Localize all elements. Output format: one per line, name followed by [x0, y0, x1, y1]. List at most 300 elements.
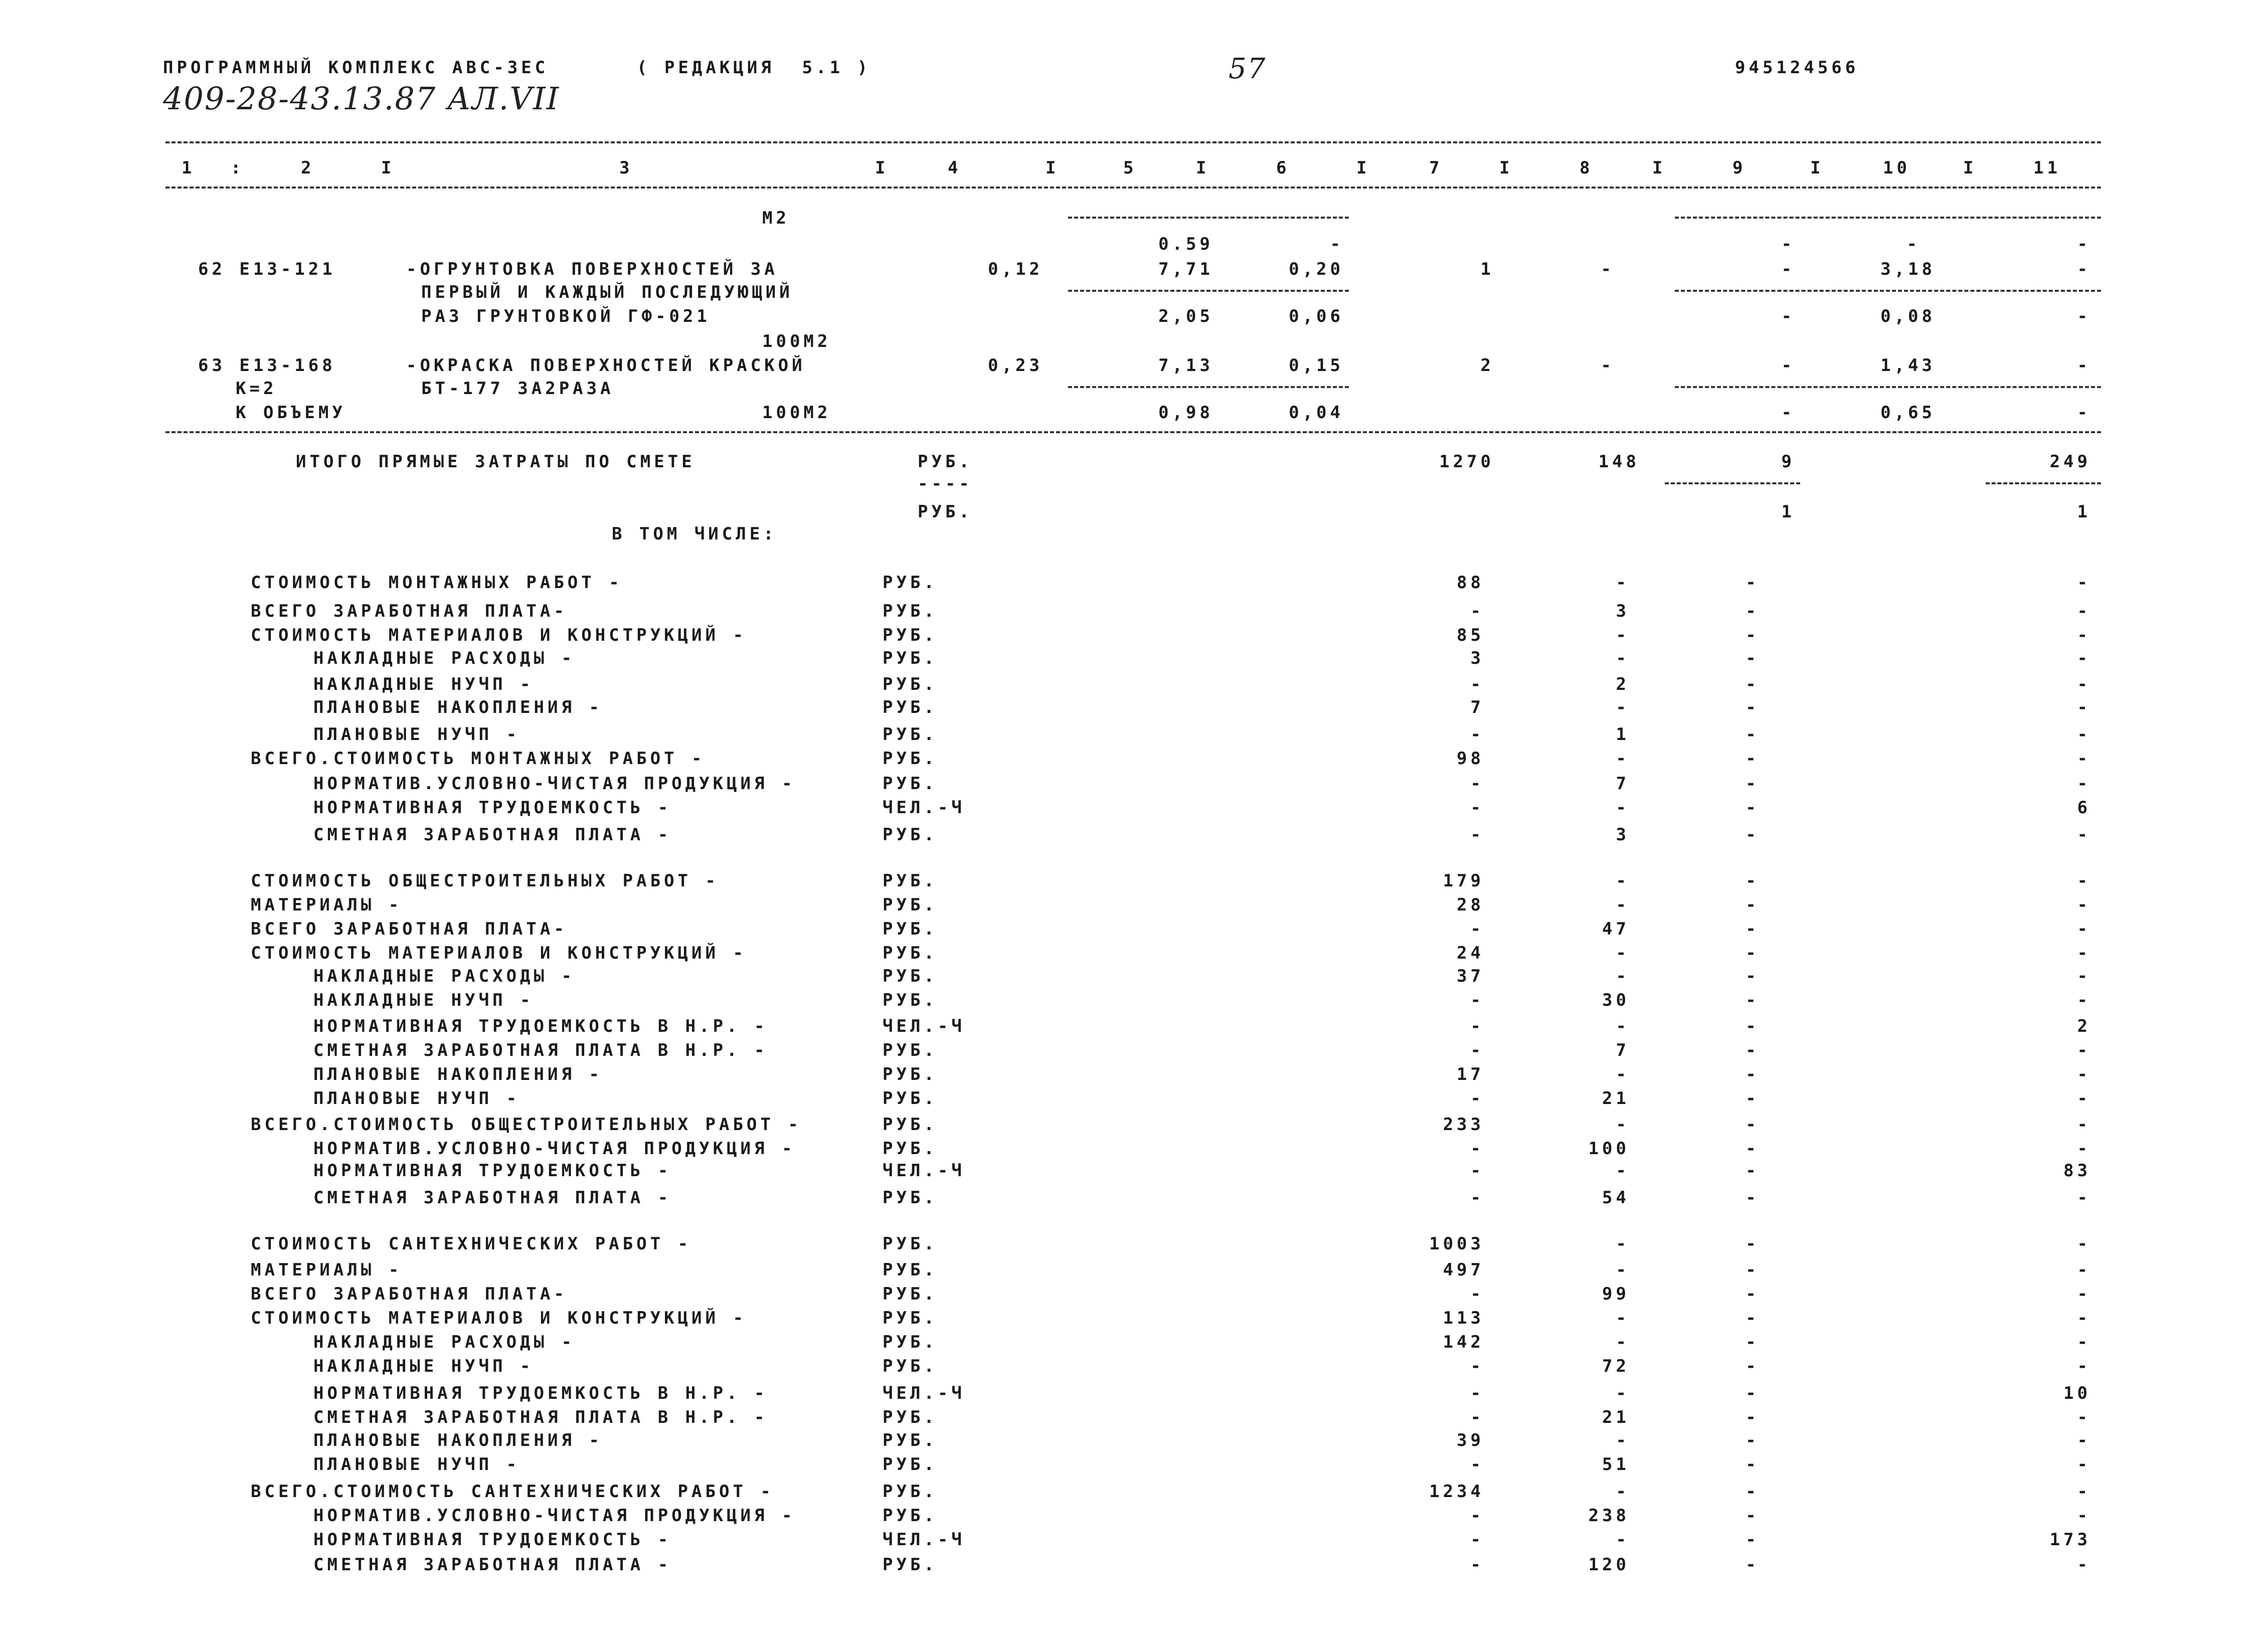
row-c9: - — [1746, 724, 1760, 745]
item-63-c6: 0,15 — [1289, 355, 1344, 376]
totals-label: ИТОГО ПРЯМЫЕ ЗАТРАТЫ ПО СМЕТЕ — [296, 452, 695, 472]
row-c8: 7 — [1616, 1040, 1630, 1060]
row-c11: 2 — [2077, 1016, 2091, 1036]
row-c7: 98 — [1457, 749, 1484, 769]
row-c9: - — [1746, 648, 1760, 668]
row-c8: - — [1616, 1064, 1630, 1084]
row-c11: - — [2077, 1482, 2091, 1502]
col-sep: I — [1499, 158, 1513, 178]
row-c9: - — [1746, 1284, 1760, 1304]
row-c8: 99 — [1602, 1284, 1630, 1304]
row-c7: - — [1470, 798, 1484, 818]
row-c11: - — [2077, 1430, 2091, 1450]
row-c9: - — [1746, 871, 1760, 891]
row-c11: - — [2077, 871, 2091, 891]
row-c7: 85 — [1457, 625, 1484, 645]
row-c11: - — [2077, 697, 2091, 717]
item-63-c7: 2 — [1480, 355, 1494, 376]
totals-c9: 9 — [1781, 452, 1795, 472]
col-sep: I — [1963, 158, 1977, 178]
row-c9: - — [1746, 1506, 1760, 1526]
item-62-c10-pre: - — [1906, 234, 1921, 254]
row-c9: - — [1746, 966, 1760, 986]
edition-label: ( РЕДАКЦИЯ 5.1 ) — [637, 58, 871, 78]
row-label: ПЛАНОВЫЕ НУЧП - — [313, 1454, 520, 1475]
item-62-c4: 0,12 — [988, 259, 1043, 279]
row-c7: 142 — [1443, 1332, 1484, 1352]
row-c7: - — [1470, 1040, 1484, 1060]
totals-unit: РУБ. — [918, 452, 973, 472]
item-63-desc: -ОКРАСКА ПОВЕРХНОСТЕЙ КРАСКОЙ — [406, 355, 806, 376]
row-c11: - — [2077, 1260, 2091, 1280]
program-title: ПРОГРАММНЫЙ КОМПЛЕКС АВС-ЗЕС — [163, 58, 549, 78]
item-62-c6: 0,20 — [1289, 259, 1344, 279]
row-label: НОРМАТИВНАЯ ТРУДОЕМКОСТЬ - — [313, 1530, 672, 1550]
col-2: 2 — [301, 158, 315, 178]
row-unit: РУБ. — [883, 601, 938, 621]
row-c11: - — [2077, 1139, 2091, 1159]
row-c11: - — [2077, 573, 2091, 593]
totals-c8: 148 — [1598, 452, 1640, 472]
row-label: НОРМАТИВ.УСЛОВНО-ЧИСТАЯ ПРОДУКЦИЯ - — [313, 774, 796, 794]
row-c7: 179 — [1443, 871, 1484, 891]
row-unit: ЧЕЛ.-Ч — [883, 1383, 965, 1403]
row-c7: - — [1470, 1284, 1484, 1304]
totals-c11: 249 — [2049, 452, 2091, 472]
row-c8: 72 — [1602, 1356, 1630, 1376]
row-unit: РУБ. — [883, 573, 938, 593]
item-63-c6b: 0,04 — [1289, 403, 1344, 423]
row-unit: РУБ. — [883, 1407, 938, 1427]
row-c11: 83 — [2063, 1161, 2091, 1181]
row-c11: - — [2077, 990, 2091, 1010]
row-c7: - — [1470, 1530, 1484, 1550]
row-c8: 100 — [1588, 1139, 1630, 1159]
row-unit: РУБ. — [883, 1506, 938, 1526]
col-sep: : — [231, 158, 245, 178]
row-c9: - — [1746, 1161, 1760, 1181]
row-c7: 7 — [1470, 697, 1484, 717]
row-unit: РУБ. — [883, 724, 938, 745]
row-label: ВСЕГО.СТОИМОСТЬ САНТЕХНИЧЕСКИХ РАБОТ - — [251, 1482, 774, 1502]
top-rule — [165, 141, 2101, 143]
row-label: НОРМАТИВ.УСЛОВНО-ЧИСТАЯ ПРОДУКЦИЯ - — [313, 1139, 796, 1159]
row-label: НАКЛАДНЫЕ РАСХОДЫ - — [313, 966, 575, 986]
col-4: 4 — [948, 158, 962, 178]
item-63-c4: 0,23 — [988, 355, 1043, 376]
row-c8: - — [1616, 625, 1630, 645]
row-c11: 173 — [2049, 1530, 2091, 1550]
row-c7: 17 — [1457, 1064, 1484, 1084]
item-62-c8: - — [1601, 259, 1615, 279]
row-c7: 497 — [1443, 1260, 1484, 1280]
row-c9: - — [1746, 1088, 1760, 1109]
row-c11: - — [2077, 966, 2091, 986]
row-unit: РУБ. — [883, 648, 938, 668]
row-label: ВСЕГО ЗАРАБОТНАЯ ПЛАТА- — [251, 919, 568, 939]
row-c8: 21 — [1602, 1407, 1630, 1427]
row-c8: 21 — [1602, 1088, 1630, 1109]
row-c7: 24 — [1457, 943, 1484, 963]
row-c7: 233 — [1443, 1115, 1484, 1135]
row-unit: РУБ. — [883, 674, 938, 694]
row-label: НОРМАТИВНАЯ ТРУДОЕМКОСТЬ В Н.Р. - — [313, 1016, 768, 1036]
row-unit: РУБ. — [883, 1088, 938, 1109]
row-c9: - — [1746, 1530, 1760, 1550]
row-unit: РУБ. — [883, 895, 938, 915]
item-62-c10: 3,18 — [1880, 259, 1936, 279]
row-unit: РУБ. — [883, 1188, 938, 1208]
row-c11: - — [2077, 1064, 2091, 1084]
row-c8: - — [1616, 1308, 1630, 1328]
row-label: СМЕТНАЯ ЗАРАБОТНАЯ ПЛАТА В Н.Р. - — [313, 1407, 768, 1427]
item-62-unit: 100М2 — [762, 331, 831, 351]
col-6: 6 — [1276, 158, 1290, 178]
row-c11: 10 — [2063, 1383, 2091, 1403]
item-63-coef: К=2 — [236, 379, 277, 399]
row-unit: РУБ. — [883, 697, 938, 717]
row-c11: - — [2077, 1040, 2091, 1060]
item-62-c5: 7,71 — [1158, 259, 1213, 279]
row-c9: - — [1746, 774, 1760, 794]
col-sep: I — [1046, 158, 1060, 178]
row-c9: - — [1746, 1454, 1760, 1475]
row-label: СМЕТНАЯ ЗАРАБОТНАЯ ПЛАТА - — [313, 825, 672, 845]
row-c11: - — [2077, 1088, 2091, 1109]
row-c11: - — [2077, 1115, 2091, 1135]
row-c9: - — [1746, 1115, 1760, 1135]
item-62-c6b: 0,06 — [1289, 306, 1344, 326]
row-c9: - — [1746, 1407, 1760, 1427]
row-c8: 51 — [1602, 1454, 1630, 1475]
item-63-unit: 100М2 — [762, 403, 831, 423]
including-label: В ТОМ ЧИСЛЕ: — [612, 524, 777, 544]
totals-rule — [165, 431, 2101, 433]
row-c7: 88 — [1457, 573, 1484, 593]
row-label: ПЛАНОВЫЕ НАКОПЛЕНИЯ - — [313, 1064, 603, 1084]
row-c11: - — [2077, 674, 2091, 694]
row-c8: - — [1616, 749, 1630, 769]
row-label: НОРМАТИВ.УСЛОВНО-ЧИСТАЯ ПРОДУКЦИЯ - — [313, 1506, 796, 1526]
row-c11: - — [2077, 1407, 2091, 1427]
row-c7: - — [1470, 1407, 1484, 1427]
row-c9: - — [1746, 1139, 1760, 1159]
row-c8: 120 — [1588, 1555, 1630, 1575]
item-63-c9b: - — [1781, 403, 1795, 423]
row-label: ПЛАНОВЫЕ НАКОПЛЕНИЯ - — [313, 1430, 603, 1450]
row-c7: - — [1470, 724, 1484, 745]
item-62-c11-pre: - — [2077, 234, 2091, 254]
totals-c11b: 1 — [2077, 502, 2091, 522]
col-1: 1 — [182, 158, 196, 178]
row-unit: РУБ. — [883, 871, 938, 891]
row-c7: - — [1470, 1088, 1484, 1109]
row-c8: - — [1616, 1115, 1630, 1135]
row-c9: - — [1746, 1188, 1760, 1208]
row-c9: - — [1746, 895, 1760, 915]
row-c8: - — [1616, 1332, 1630, 1352]
row-label: НАКЛАДНЫЕ НУЧП - — [313, 990, 534, 1010]
row-c8: 54 — [1602, 1188, 1630, 1208]
row-c8: - — [1616, 1016, 1630, 1036]
item-62-c9: - — [1781, 259, 1795, 279]
item-63-c5b: 0,98 — [1158, 403, 1213, 423]
row-label: ВСЕГО ЗАРАБОТНАЯ ПЛАТА- — [251, 601, 568, 621]
row-unit: ЧЕЛ.-Ч — [883, 1016, 965, 1036]
row-c11: - — [2077, 1284, 2091, 1304]
item-63-c9: - — [1781, 355, 1795, 376]
row-c9: - — [1746, 825, 1760, 845]
row-c11: - — [2077, 774, 2091, 794]
item-63-volume: К ОБЪЕМУ — [236, 403, 346, 423]
row-c11: - — [2077, 625, 2091, 645]
row-label: ВСЕГО ЗАРАБОТНАЯ ПЛАТА- — [251, 1284, 568, 1304]
item-62-c11b: - — [2077, 306, 2091, 326]
totals-sub-rule — [1986, 482, 2101, 484]
document-code: 945124566 — [1735, 58, 1859, 78]
row-c11: - — [2077, 1454, 2091, 1475]
row-unit: РУБ. — [883, 1454, 938, 1475]
header-rule — [165, 187, 2101, 189]
item-62-desc: РАЗ ГРУНТОВКОЙ ГФ-021 — [421, 306, 711, 326]
row-label: НОРМАТИВНАЯ ТРУДОЕМКОСТЬ - — [313, 798, 672, 818]
row-unit: РУБ. — [883, 625, 938, 645]
item-62-c11: - — [2077, 259, 2091, 279]
row-c8: - — [1616, 1430, 1630, 1450]
col-5: 5 — [1123, 158, 1137, 178]
row-unit: РУБ. — [883, 1234, 938, 1254]
totals-sub-rule — [1665, 482, 1800, 484]
row-label: НАКЛАДНЫЕ НУЧП - — [313, 1356, 534, 1376]
row-c8: - — [1616, 697, 1630, 717]
col-sep: I — [1356, 158, 1370, 178]
col-sep: I — [1810, 158, 1824, 178]
col-8: 8 — [1580, 158, 1594, 178]
item-62-c6-pre: - — [1330, 234, 1344, 254]
handwritten-reference: 409-28-43.13.87 АЛ.VII — [163, 80, 560, 117]
row-c8: 47 — [1602, 919, 1630, 939]
col-10: 10 — [1883, 158, 1910, 178]
col-11: 11 — [2033, 158, 2061, 178]
row-c9: - — [1746, 1234, 1760, 1254]
row-c8: - — [1616, 798, 1630, 818]
row-label: СТОИМОСТЬ ОБЩЕСТРОИТЕЛЬНЫХ РАБОТ - — [251, 871, 719, 891]
item-62-desc: -ОГРУНТОВКА ПОВЕРХНОСТЕЙ ЗА — [406, 259, 778, 279]
row-label: ВСЕГО.СТОИМОСТЬ МОНТАЖНЫХ РАБОТ - — [251, 749, 706, 769]
row-unit: РУБ. — [883, 990, 938, 1010]
totals-c9b: 1 — [1781, 502, 1795, 522]
row-label: СМЕТНАЯ ЗАРАБОТНАЯ ПЛАТА В Н.Р. - — [313, 1040, 768, 1060]
row-c9: - — [1746, 1555, 1760, 1575]
row-unit: РУБ. — [883, 1064, 938, 1084]
row-c11: - — [2077, 919, 2091, 939]
row-c11: - — [2077, 1332, 2091, 1352]
row-c11: - — [2077, 1308, 2091, 1328]
row-unit: РУБ. — [883, 774, 938, 794]
row-c9: - — [1746, 943, 1760, 963]
unit-m2: М2 — [762, 208, 790, 228]
row-label: СМЕТНАЯ ЗАРАБОТНАЯ ПЛАТА - — [313, 1555, 672, 1575]
row-c8: 7 — [1616, 774, 1630, 794]
row-c8: 1 — [1616, 724, 1630, 745]
item-63-c8: - — [1601, 355, 1615, 376]
totals-unit-dash: ---- — [918, 474, 973, 494]
row-label: МАТЕРИАЛЫ - — [251, 1260, 403, 1280]
item-62-desc: ПЕРВЫЙ И КАЖДЫЙ ПОСЛЕДУЮЩИЙ — [421, 282, 793, 302]
row-c7: - — [1470, 601, 1484, 621]
item-62-c5-pre: 0.59 — [1158, 234, 1213, 254]
row-label: ВСЕГО.СТОИМОСТЬ ОБЩЕСТРОИТЕЛЬНЫХ РАБОТ - — [251, 1115, 802, 1135]
row-c8: - — [1616, 895, 1630, 915]
item-sub-rule — [1068, 217, 1349, 219]
row-c9: - — [1746, 1308, 1760, 1328]
row-c7: - — [1470, 674, 1484, 694]
row-c7: - — [1470, 990, 1484, 1010]
row-unit: РУБ. — [883, 1284, 938, 1304]
row-unit: РУБ. — [883, 966, 938, 986]
row-c8: 3 — [1616, 601, 1630, 621]
row-c7: - — [1470, 1139, 1484, 1159]
row-c11: - — [2077, 648, 2091, 668]
row-c7: 3 — [1470, 648, 1484, 668]
row-c7: 1003 — [1429, 1234, 1484, 1254]
row-c7: - — [1470, 1454, 1484, 1475]
row-c9: - — [1746, 1064, 1760, 1084]
item-62-c5b: 2,05 — [1158, 306, 1213, 326]
row-c8: - — [1616, 573, 1630, 593]
row-unit: РУБ. — [883, 1555, 938, 1575]
row-unit: РУБ. — [883, 943, 938, 963]
row-label: НОРМАТИВНАЯ ТРУДОЕМКОСТЬ В Н.Р. - — [313, 1383, 768, 1403]
row-label: НАКЛАДНЫЕ РАСХОДЫ - — [313, 648, 575, 668]
col-9: 9 — [1732, 158, 1747, 178]
row-unit: РУБ. — [883, 1308, 938, 1328]
col-sep: I — [1196, 158, 1210, 178]
col-sep: I — [875, 158, 889, 178]
row-c7: - — [1470, 825, 1484, 845]
row-label: НАКЛАДНЫЕ НУЧП - — [313, 674, 534, 694]
row-c9: - — [1746, 1482, 1760, 1502]
item-62-c9b: - — [1781, 306, 1795, 326]
row-c7: 1234 — [1429, 1482, 1484, 1502]
row-c7: - — [1470, 1016, 1484, 1036]
row-c8: 3 — [1616, 825, 1630, 845]
row-c8: - — [1616, 648, 1630, 668]
row-c9: - — [1746, 1016, 1760, 1036]
item-62-c10b: 0,08 — [1880, 306, 1936, 326]
row-unit: РУБ. — [883, 1482, 938, 1502]
row-c9: - — [1746, 1040, 1760, 1060]
row-c8: - — [1616, 1482, 1630, 1502]
item-63-code: 63 Е13-168 — [198, 355, 336, 376]
row-c11: 6 — [2077, 798, 2091, 818]
row-c8: - — [1616, 1161, 1630, 1181]
col-7: 7 — [1429, 158, 1443, 178]
row-unit: РУБ. — [883, 749, 938, 769]
item-63-c11b: - — [2077, 403, 2091, 423]
row-c7: 39 — [1457, 1430, 1484, 1450]
row-c7: 37 — [1457, 966, 1484, 986]
item-63-c5: 7,13 — [1158, 355, 1213, 376]
row-unit: РУБ. — [883, 1260, 938, 1280]
item-63-desc: БТ-177 ЗА2РАЗА — [421, 379, 614, 399]
row-c8: - — [1616, 1383, 1630, 1403]
row-c9: - — [1746, 674, 1760, 694]
row-label: СТОИМОСТЬ САНТЕХНИЧЕСКИХ РАБОТ - — [251, 1234, 692, 1254]
row-c9: - — [1746, 798, 1760, 818]
row-c9: - — [1746, 1383, 1760, 1403]
row-c9: - — [1746, 1356, 1760, 1376]
item-sub-rule — [1068, 386, 1349, 388]
row-c11: - — [2077, 1188, 2091, 1208]
row-label: НАКЛАДНЫЕ РАСХОДЫ - — [313, 1332, 575, 1352]
row-c11: - — [2077, 1234, 2091, 1254]
row-c7: - — [1470, 1555, 1484, 1575]
row-label: СТОИМОСТЬ МАТЕРИАЛОВ И КОНСТРУКЦИЙ - — [251, 625, 747, 645]
row-label: ПЛАНОВЫЕ НАКОПЛЕНИЯ - — [313, 697, 603, 717]
item-sub-rule — [1675, 290, 2101, 292]
item-63-c10: 1,43 — [1880, 355, 1936, 376]
row-c7: - — [1470, 919, 1484, 939]
item-62-c7: 1 — [1480, 259, 1494, 279]
row-label: ПЛАНОВЫЕ НУЧП - — [313, 1088, 520, 1109]
row-c9: - — [1746, 990, 1760, 1010]
row-c11: - — [2077, 1555, 2091, 1575]
row-c8: 238 — [1588, 1506, 1630, 1526]
row-c7: - — [1470, 1161, 1484, 1181]
item-sub-rule — [1675, 217, 2101, 219]
row-c11: - — [2077, 1506, 2091, 1526]
row-c8: 30 — [1602, 990, 1630, 1010]
row-c9: - — [1746, 625, 1760, 645]
row-c7: 113 — [1443, 1308, 1484, 1328]
row-c9: - — [1746, 697, 1760, 717]
row-label: СТОИМОСТЬ МАТЕРИАЛОВ И КОНСТРУКЦИЙ - — [251, 943, 747, 963]
col-sep: I — [381, 158, 395, 178]
row-c7: - — [1470, 774, 1484, 794]
row-unit: РУБ. — [883, 1139, 938, 1159]
row-c7: 28 — [1457, 895, 1484, 915]
totals-c7: 1270 — [1439, 452, 1494, 472]
row-c11: - — [2077, 1356, 2091, 1376]
row-unit: ЧЕЛ.-Ч — [883, 1161, 965, 1181]
row-c9: - — [1746, 919, 1760, 939]
row-c8: 2 — [1616, 674, 1630, 694]
row-c8: - — [1616, 871, 1630, 891]
row-label: НОРМАТИВНАЯ ТРУДОЕМКОСТЬ - — [313, 1161, 672, 1181]
page-number: 57 — [1229, 53, 1267, 85]
row-unit: РУБ. — [883, 1356, 938, 1376]
row-c9: - — [1746, 573, 1760, 593]
row-unit: ЧЕЛ.-Ч — [883, 798, 965, 818]
row-c8: - — [1616, 1260, 1630, 1280]
row-c9: - — [1746, 1260, 1760, 1280]
row-unit: РУБ. — [883, 1040, 938, 1060]
row-c9: - — [1746, 1332, 1760, 1352]
item-63-c11: - — [2077, 355, 2091, 376]
row-label: ПЛАНОВЫЕ НУЧП - — [313, 724, 520, 745]
row-c8: - — [1616, 1530, 1630, 1550]
row-c8: - — [1616, 943, 1630, 963]
row-c9: - — [1746, 601, 1760, 621]
row-c11: - — [2077, 749, 2091, 769]
row-unit: РУБ. — [883, 1115, 938, 1135]
col-sep: I — [1652, 158, 1666, 178]
item-62-c9-pre: - — [1781, 234, 1795, 254]
col-3: 3 — [619, 158, 633, 178]
row-c11: - — [2077, 724, 2091, 745]
row-unit: РУБ. — [883, 1430, 938, 1450]
